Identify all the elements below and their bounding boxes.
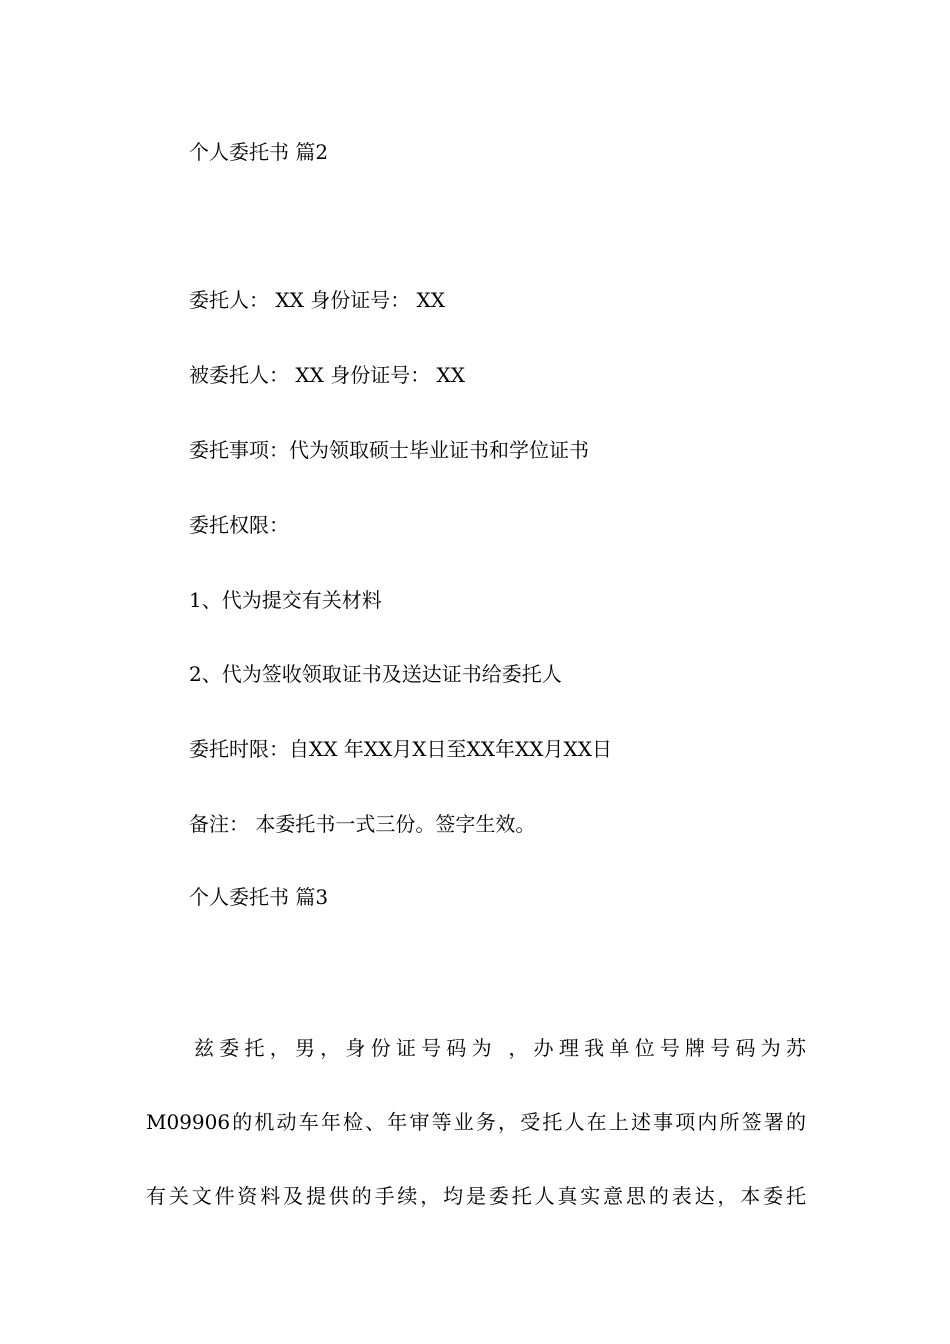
section-2-heading: 个人委托书 篇2 <box>189 140 329 164</box>
period-line: 委托时限：自XX 年XX月X日至XX年XX月XX日 <box>189 737 612 761</box>
paragraph-line-2: M09906的机动车年检、年审等业务，受托人在上述事项内所签署的 <box>146 1110 806 1134</box>
paragraph-line-3: 有关文件资料及提供的手续，均是委托人真实意思的表达，本委托 <box>146 1184 806 1208</box>
agent-line: 被委托人： XX 身份证号： XX <box>189 363 466 387</box>
paragraph-line-1: 兹委托，男，身份证号码为 ，办理我单位号牌号码为苏 <box>194 1036 806 1060</box>
authority-item-2: 2、代为签收领取证书及送达证书给委托人 <box>189 662 562 686</box>
principal-line: 委托人： XX 身份证号： XX <box>189 288 446 312</box>
authority-item-1: 1、代为提交有关材料 <box>189 588 382 612</box>
note-line: 备注： 本委托书一式三份。签字生效。 <box>189 812 536 836</box>
section-3-heading: 个人委托书 篇3 <box>189 885 329 909</box>
authority-label: 委托权限： <box>189 513 289 537</box>
matter-line: 委托事项：代为领取硕士毕业证书和学位证书 <box>189 438 589 462</box>
